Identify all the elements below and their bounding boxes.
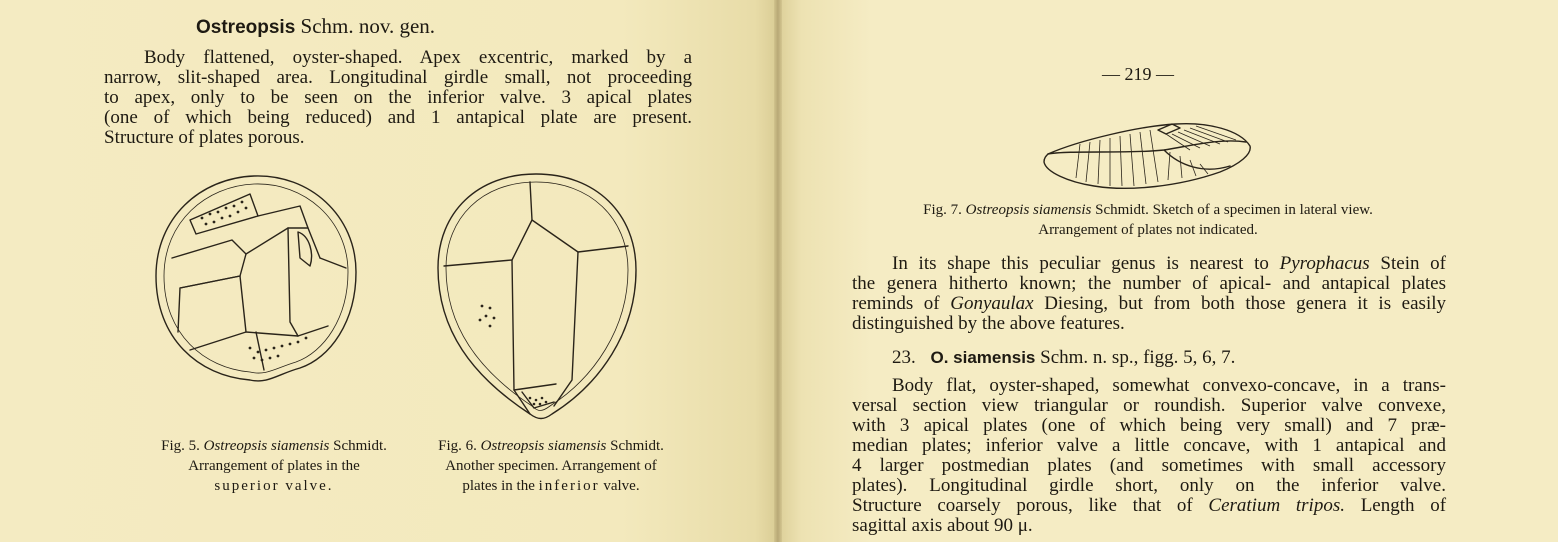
- fig6-line3-pre: plates in the: [462, 478, 535, 494]
- fig7-rest: Schmidt. Sketch of a specimen in lateral view.: [1095, 202, 1373, 218]
- species-desc-line: with 3 apical plates (one of which being very small) and 7 præ-: [852, 415, 1446, 436]
- comparison-l1-post: Stein of: [1380, 253, 1447, 274]
- fig5-author: Schmidt.: [333, 438, 387, 454]
- comparison-genus-gonyaulax: Gonyaulax: [950, 293, 1034, 314]
- species-desc-line: Body flat, oyster-shaped, somewhat convexo-concave, in a trans-: [892, 375, 1446, 396]
- fig6-line3-spaced: inferior: [538, 478, 600, 494]
- page-number: — 219 —: [1102, 64, 1174, 84]
- species-desc-ceratium: Ceratium tripos.: [1208, 495, 1345, 516]
- figure-5-drawing: [150, 172, 362, 386]
- genus-authority: Schm. nov. gen.: [300, 14, 436, 38]
- figure-6-drawing: [432, 170, 642, 422]
- description-line: Structure of plates porous.: [104, 127, 305, 148]
- species-desc-line: median plates; inferior valve a little concave, with 1 antapical and: [852, 435, 1446, 456]
- comparison-line: distinguished by the above features.: [852, 313, 1125, 334]
- figure-5-caption: [138, 436, 410, 496]
- figure-6-caption: [410, 436, 692, 496]
- species-name: O. siamensis: [930, 348, 1036, 367]
- description-line: to apex, only to be seen on the inferior valve. 3 apical plates: [104, 87, 692, 108]
- fig6-line3-post: valve.: [603, 478, 640, 494]
- comparison-l3-pre: reminds of: [852, 293, 940, 314]
- comparison-l1-pre: In its shape this peculiar genus is nearest to: [892, 253, 1269, 274]
- fig6-label: Fig. 6.: [438, 438, 477, 454]
- genus-comparison: [852, 254, 1446, 334]
- fig7-line2: Arrangement of plates not indicated.: [1038, 222, 1258, 238]
- genus-description: [104, 48, 692, 148]
- description-line: (one of which being reduced) and 1 antapical plate are present.: [104, 107, 692, 128]
- species-desc-line: sagittal axis about 90 μ.: [852, 515, 1033, 536]
- species-desc-line: versal section view triangular or roundish. Superior valve convexe,: [852, 395, 1446, 416]
- species-desc-l7-pre: Structure coarsely porous, like that of: [852, 495, 1193, 516]
- description-line: narrow, slit-shaped area. Longitudinal girdle small, not proceeding: [104, 67, 692, 88]
- species-authority: Schm. n. sp., figg. 5, 6, 7.: [1040, 347, 1236, 368]
- species-desc-line: plates). Longitudinal girdle short, only on the inferior valve.: [852, 475, 1446, 496]
- comparison-genus-pyrophacus: Pyrophacus: [1279, 253, 1370, 274]
- description-line: Body flattened, oyster-shaped. Apex excentric, marked by a: [144, 47, 692, 68]
- fig7-label: Fig. 7.: [923, 202, 962, 218]
- fig5-label: Fig. 5.: [161, 438, 200, 454]
- species-description: [852, 376, 1446, 536]
- fig7-species: Ostreopsis siamensis: [965, 202, 1092, 218]
- comparison-l3-post: Diesing, but from both those genera it is easily: [1044, 293, 1446, 314]
- fig6-author: Schmidt.: [610, 438, 664, 454]
- fig6-line2: Another specimen. Arrangement of: [445, 458, 657, 474]
- species-desc-line: 4 larger postmedian plates (and sometimes with small accessory: [852, 455, 1446, 476]
- species-number: 23.: [892, 347, 916, 368]
- book-gutter: [774, 0, 782, 542]
- figure-7-caption: [850, 200, 1446, 240]
- genus-name: Ostreopsis: [196, 17, 296, 38]
- fig5-species: Ostreopsis siamensis: [203, 438, 330, 454]
- species-entry: [892, 348, 1235, 368]
- fig5-line3: superior valve.: [214, 478, 334, 494]
- genus-heading: [196, 14, 435, 39]
- figure-7-drawing: [1040, 120, 1254, 196]
- comparison-line: the genera hitherto known; the number of apical- and antapical plates: [852, 273, 1446, 294]
- species-desc-l7-post: Length of: [1360, 495, 1447, 516]
- fig5-line2: Arrangement of plates in the: [188, 458, 360, 474]
- fig6-species: Ostreopsis siamensis: [480, 438, 607, 454]
